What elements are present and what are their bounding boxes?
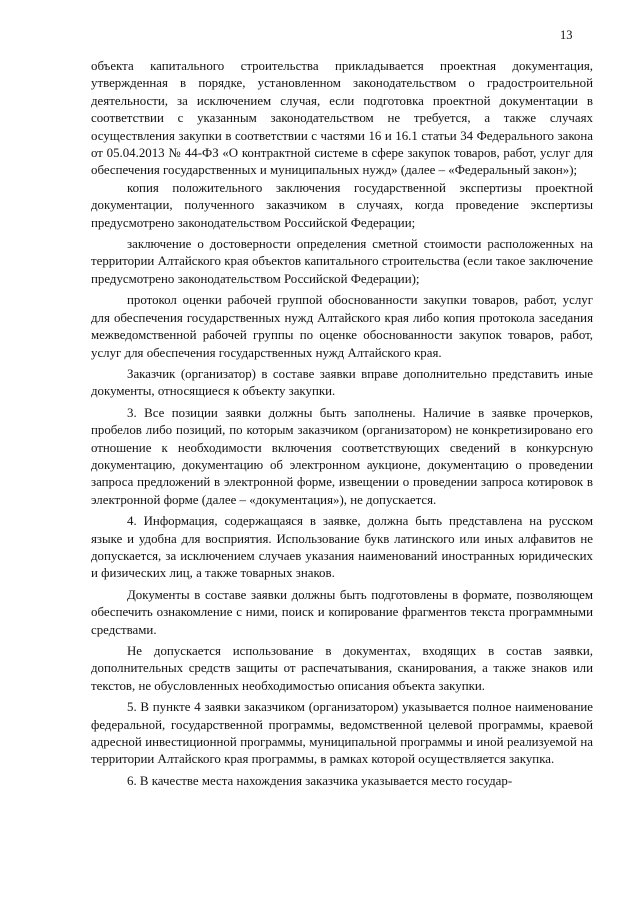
paragraph-item-6: 6. В качестве места нахождения заказчика указывается место государ- [127,773,513,788]
page-number: 13 [560,28,573,42]
document-body [91,58,593,790]
paragraph-item-5: 5. В пункте 4 заявки заказчиком (организатором) указывается полное наименование федеральной, государственной программы, ведомственной целевой программы, краевой адресной инвестиционной программы, муниципальной программы и иной реализуемой на территории Алтайского края программы, в рамках которой осуществляется закупка. [91,700,593,767]
paragraph-additional-documents: Заказчик (организатор) в составе заявки вправе дополнительно представить иные документы, относящиеся к объекту закупки. [91,366,593,399]
paragraph-item-4: 4. Информация, содержащаяся в заявке, должна быть представлена на русском языке и удобна для восприятия. Использование букв латинского или иных алфавитов не допускается, за исключением случаев указания наименований иностранных юридических и физических лиц, а также товарных знаков. [91,514,593,581]
paragraph-protection-prohibited: Не допускается использование в документах, входящих в состав заявки, дополнительных средств защиты от распечатывания, сканирования, а также знаков или текстов, не обусловленных необходимостью описания объекта закупки. [91,644,593,693]
paragraph-item-3: 3. Все позиции заявки должны быть заполнены. Наличие в заявке прочерков, пробелов либо позиций, по которым заказчиком (организатором) не конкретизировано его отношение к необходимости включения соответствующих сведений в конкурсную документацию, документацию об электронном аукционе, документацию о проведении запроса предложений в электронной форме, извещении о проведении запроса котировок в электронной форме (далее – «документация»), не допускается. [91,405,593,507]
paragraph-evaluation-protocol: протокол оценки рабочей группой обоснованности закупки товаров, работ, услуг для обеспечения государственных нужд Алтайского края либо копия протокола заседания межведомственной рабочей группы по оценке обоснованности закупок товаров, работ, услуг для обеспечения государственных нужд Алтайского края. [91,293,593,360]
paragraph-cost-conclusion: заключение о достоверности определения сметной стоимости расположенных на территории Алтайского края объектов капитального строительства (если такое заключение предусмотрено законодательством Российской Федерации); [91,237,593,286]
paragraph-project-documentation: объекта капитального строительства прикладывается проектная документация, утвержденная в порядке, установленном законодательством о градостроительной деятельности, за исключением случая, если подготовка проектной документации в соответствии с указанным законодательством не требуется, а также случаях осуществления закупки в соответствии с частями 16 и 16.1 статьи 34 Федерального закона от 05.04.2013 № 44-ФЗ «О контрактной системе в сфере закупок товаров, работ, услуг для обеспечения государственных и муниципальных нужд» (далее – «Федеральный закон»); [91,59,593,178]
paragraph-expertise-copy: копия положительного заключения государственной экспертизы проектной документации, полученного заказчиком в случаях, когда проведение экспертизы предусмотрено законодательством Российской Федерации; [91,180,593,230]
paragraph-document-format: Документы в составе заявки должны быть подготовлены в формате, позволяющем обеспечить ознакомление с ними, поиск и копирование фрагментов текста программными средствами. [91,587,593,637]
